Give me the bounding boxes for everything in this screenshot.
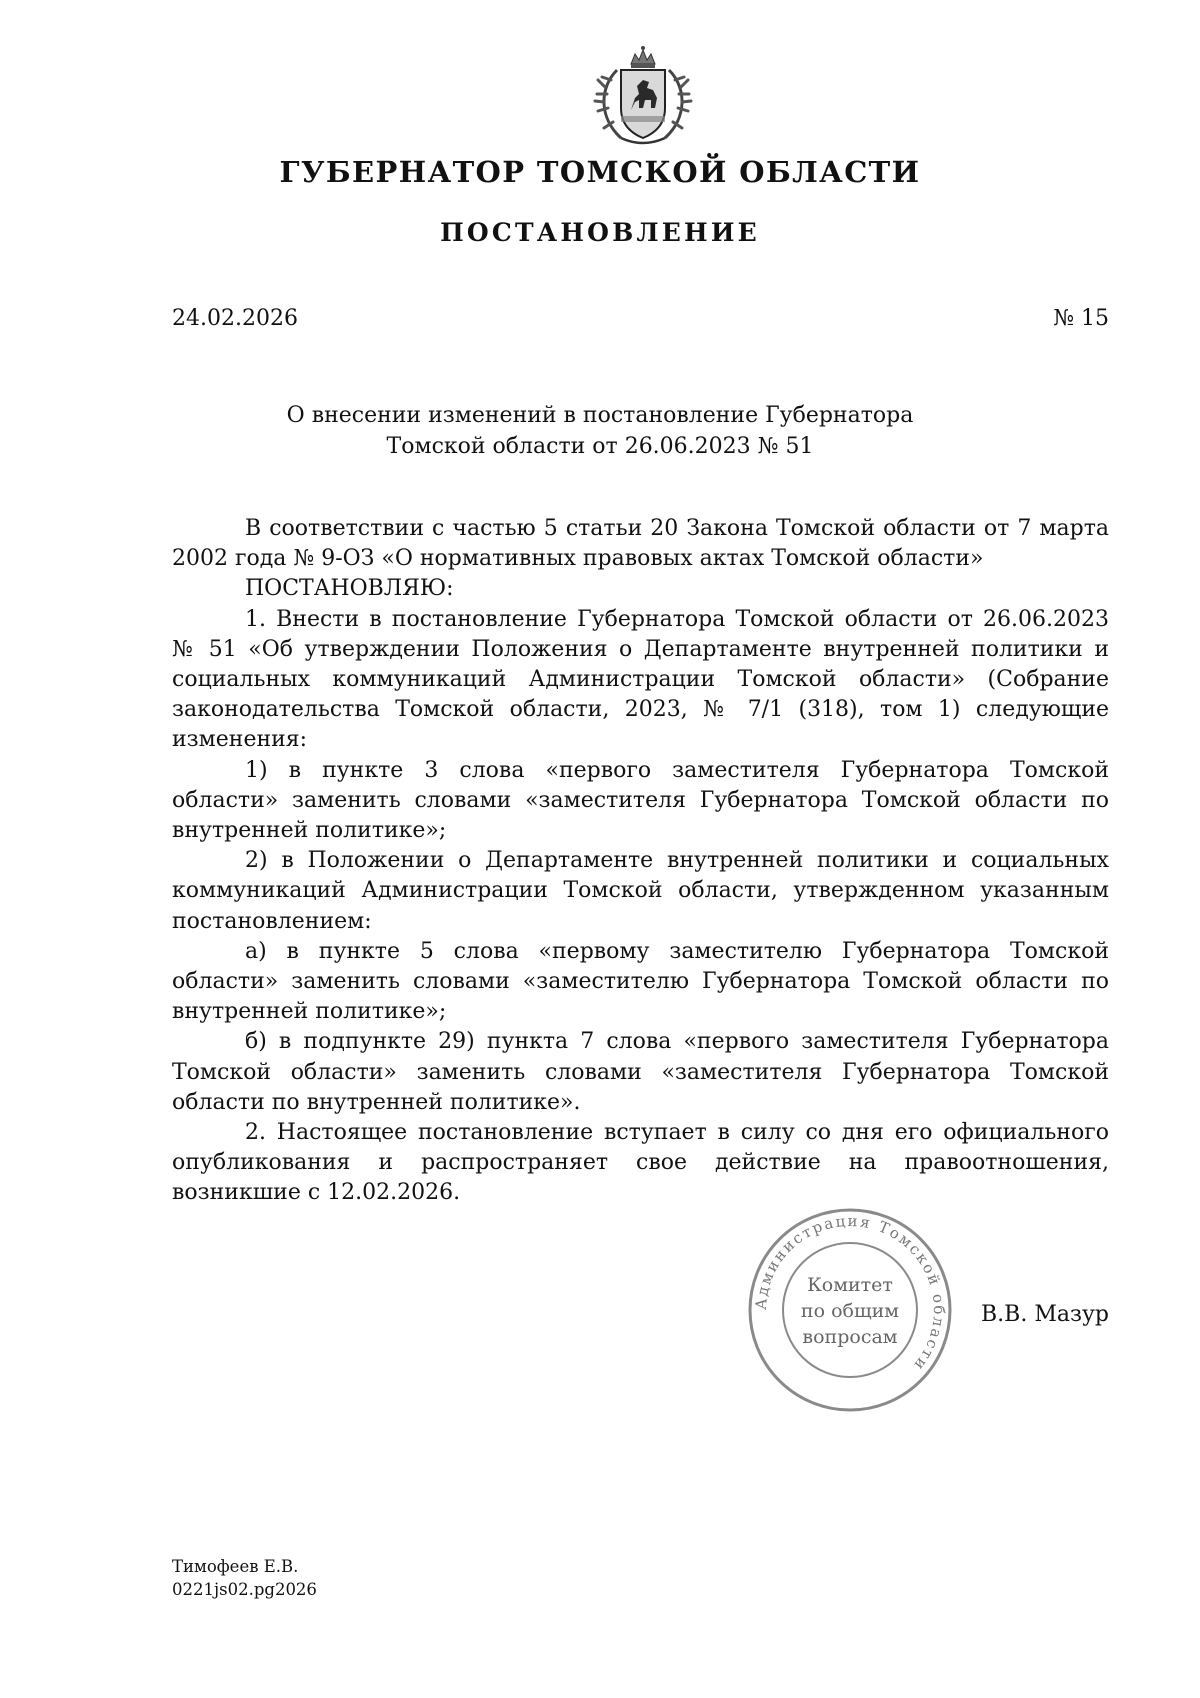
body-paragraph: 1) в пункте 3 слова «первого заместителя Губернатора Томской области» заменить словами «заместителя Губернатора Томской области по внутренней политике»; — [172, 757, 1109, 844]
body-paragraph: В соответствии с частью 5 статьи 20 Закона Томской области от 7 марта 2002 года № 9-ОЗ «О нормативных правовых актах Томской области» — [172, 516, 1109, 572]
stamp-center-line: по общим — [800, 1300, 900, 1322]
subject-line: О внесении изменений в постановление Губернатора — [286, 403, 914, 428]
body-paragraph: б) в подпункте 29) пункта 7 слова «первого заместителя Губернатора Томской области» заменить словами «заместителя Губернатора Томской области по внутренней политике». — [172, 1029, 1109, 1115]
document-number: № 15 — [1053, 306, 1109, 331]
body-paragraph: а) в пункте 5 слова «первому заместителю Губернатора Томской области» заменить словами «заместителю Губернатора Томской области по внутренней политике»; — [172, 938, 1109, 1025]
document-type: ПОСТАНОВЛЕНИЕ — [440, 218, 760, 247]
body-paragraph: 2. Настоящее постановление вступает в силу со дня его официального опубликования и распространяет свое действие на правоотношения, возникшие с 12.02.2026. — [172, 1120, 1109, 1206]
official-stamp-icon — [745, 1205, 955, 1415]
body-paragraph: 1. Внести в постановление Губернатора Томской области от 26.06.2023 № 51 «Об утверждении Положения о Департаменте внутренней политики и социальных коммуникаций Администрации Томской области» (Собрание законодательства Томской области, 2023, № 7/1 (318), том 1) следующие изменения: — [172, 606, 1109, 753]
executor-block — [172, 1555, 317, 1601]
document-subject — [0, 400, 1200, 462]
body-paragraph: 2) в Положении о Департаменте внутренней политики и социальных коммуникаций Администрации Томской области, утвержденном указанным постановлением: — [172, 848, 1109, 934]
stamp-center-line: Комитет — [807, 1274, 893, 1296]
subject-line: Томской области от 26.06.2023 № 51 — [386, 434, 814, 459]
executor-name: Тимофеев Е.В. — [172, 1557, 299, 1576]
signer-name: В.В. Мазур — [981, 1302, 1109, 1327]
document-body — [172, 514, 1109, 1209]
stamp-ring-text: Администрация Томской области — [751, 1211, 949, 1376]
body-paragraph-decree: ПОСТАНОВЛЯЮ: — [245, 576, 454, 602]
stamp-center-line: вопросам — [802, 1326, 898, 1348]
document-date: 24.02.2026 — [172, 306, 298, 331]
tomsk-coat-of-arms-icon — [587, 42, 699, 154]
executor-file-code: 0221js02.pg2026 — [172, 1580, 317, 1599]
org-title: ГУБЕРНАТОР ТОМСКОЙ ОБЛАСТИ — [279, 155, 921, 189]
